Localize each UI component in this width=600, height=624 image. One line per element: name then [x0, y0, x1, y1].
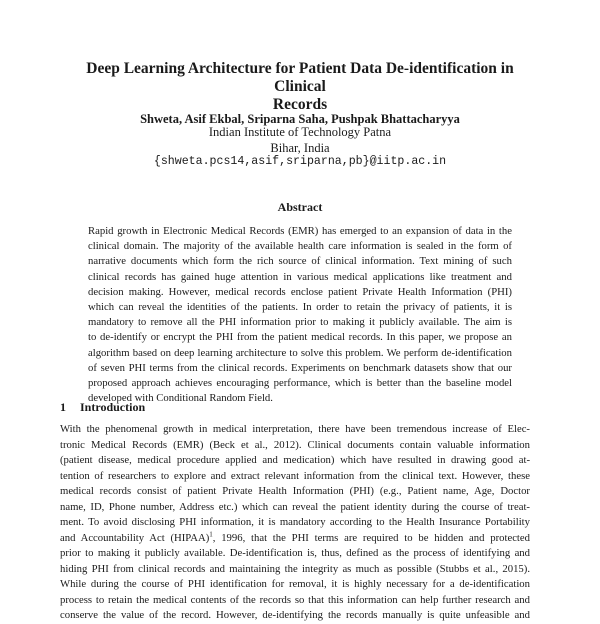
body-line: While during the course of PHI identification for removal, it is highly necessary for a de-identification	[60, 578, 530, 590]
body-line: tention of researchers to explore and extract relevant information from the clinical text. However, these	[60, 469, 530, 482]
body-line: name, ID, Phone number, Address etc.) which can reveal the patient identity during the course of treat-	[60, 500, 530, 513]
author-list: Shweta, Asif Ekbal, Sriparna Saha, Pushpak Bhattacharyya	[140, 112, 460, 126]
abstract-line: which can reveal the identities of the patients. In order to retain the privacy of patients, it is	[88, 301, 512, 314]
abstract-line: of seven PHI terms from the clinical records. Experiments on benchmark datasets show that our	[88, 361, 512, 374]
abstract-line: proposed approach achieves encouraging performance, which is better than the baseline model	[88, 377, 512, 390]
body-line: (patient disease, medical procedure applied and medication) which have resulted in drawing good at-	[60, 454, 530, 466]
body-line-segment: , 1996, that the PHI terms are required to be hidden and protected	[212, 531, 530, 544]
abstract-line: Rapid growth in Electronic Medical Records (EMR) has emerged to an expansion of data in the	[88, 225, 512, 237]
affiliation-location: Bihar, India	[270, 141, 330, 155]
affiliation: Indian Institute of Technology Patna	[208, 125, 392, 139]
introduction-text	[60, 422, 530, 624]
abstract-line: decision making. However, medical records enclose patient Private Health Information (PHI)	[88, 285, 512, 298]
body-line	[60, 531, 530, 547]
section-number: 1	[60, 400, 66, 414]
title-line: Deep Learning Architecture for Patient Data De-identification in Clinical	[86, 60, 514, 95]
body-line-segment: and Accountability Act (HIPAA)	[60, 531, 210, 544]
abstract-line: mandatory to remove all the PHI information prior to making it publicly available. The aim is	[88, 316, 512, 329]
body-line: prior to making it publicly available. De-identification is, thus, defined as the process of identifying and	[60, 547, 530, 559]
abstract-line: narrative documents which form the rich source of clinical information. Text mining of such	[88, 255, 512, 268]
footnote-marker: 1	[209, 529, 213, 538]
abstract-heading: Abstract	[277, 200, 323, 214]
abstract-line: to de-identify or encrypt the PHI from the patient medical records. In this paper, we propose an	[88, 331, 512, 344]
abstract-line: algorithm based on deep learning architecture to solve this problem. We perform de-identification	[88, 346, 512, 359]
abstract-line: clinical domain. The majority of the available health care information is sealed in the form of	[88, 240, 512, 253]
title-line: Records	[272, 96, 328, 113]
body-line: conserve the value of the record. However, de-identifying the records manually is quite unfeasible and	[60, 609, 530, 621]
body-line: ment. To avoid disclosing PHI information, it is mandatory according to the Health Insurance Portability	[60, 516, 530, 528]
author-emails: {shweta.pcs14,asif,sriparna,pb}@iitp.ac.in	[153, 155, 447, 168]
abstract-line: developed with Conditional Random Field.	[88, 392, 273, 405]
section-heading-introduction	[60, 400, 145, 414]
body-line: With the phenomenal growth in medical interpretation, there have been tremendous increase of Elec-	[60, 423, 530, 435]
abstract-line: clinical records has gained huge attention in various medical applications like treatment and	[88, 270, 512, 283]
body-line: tronic Medical Records (EMR) (Beck et al., 2012). Clinical documents contain valuable information	[60, 438, 530, 451]
body-line: hiding PHI from clinical records and maintaining the integrity as much as possible (Stubbs et al., 2015).	[60, 562, 530, 575]
paper-title	[60, 60, 540, 114]
body-line: process to retain the medical contents of the records so that this information can help further research and	[60, 593, 530, 606]
abstract-text	[88, 224, 512, 406]
section-title: Introduction	[80, 400, 146, 414]
body-line: medical records consist of patient Private Health Information (PHI) (e.g., Patient name, Age, Doctor	[60, 485, 530, 497]
